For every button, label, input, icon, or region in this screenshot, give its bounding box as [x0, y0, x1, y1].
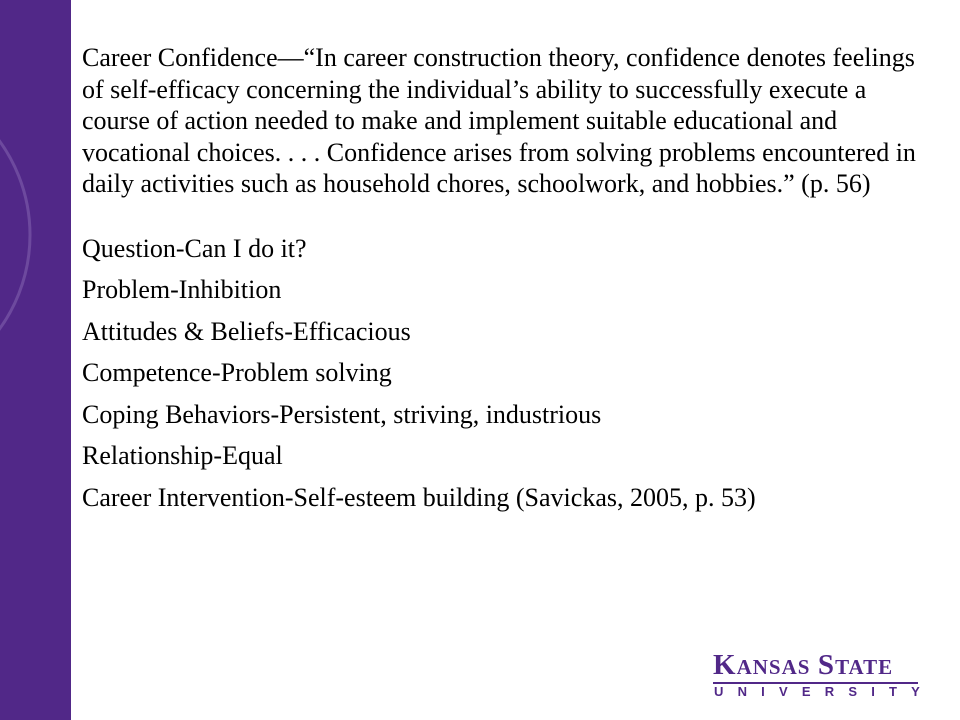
list-item-attitudes: Attitudes & Beliefs-Efficacious [82, 316, 411, 346]
list-item-intervention: Career Intervention-Self-esteem building (Savickas, 2005, p. 53) [82, 482, 756, 512]
logo-university: UNIVERSITY [714, 684, 935, 699]
logo-wordmark: KANSAS STATE [713, 649, 894, 681]
purple-sidebar [0, 0, 71, 720]
list-item-competence: Competence-Problem solving [82, 358, 392, 387]
list-item-relationship: Relationship-Equal [82, 441, 283, 470]
kansas-state-logo [713, 649, 935, 701]
dimension-list [82, 233, 922, 514]
university-seal-watermark [0, 70, 70, 400]
list-item-question: Question-Can I do it? [82, 233, 307, 263]
list-item-problem: Problem-Inhibition [82, 275, 282, 304]
career-confidence-paragraph: Career Confidence—“In career construction theory, confidence denotes feelings of self-efficacy concerning the individual’s ability to successfully execute a course of action needed to make and implement suitable educational and vocational choices. . . . Confidence arises from solving problems encountered in daily activities such as household chores, schoolwork, and hobbies.” (p. 56) [82, 43, 916, 198]
slide-body [82, 42, 922, 523]
list-item-coping: Coping Behaviors-Persistent, striving, industrious [82, 399, 602, 429]
